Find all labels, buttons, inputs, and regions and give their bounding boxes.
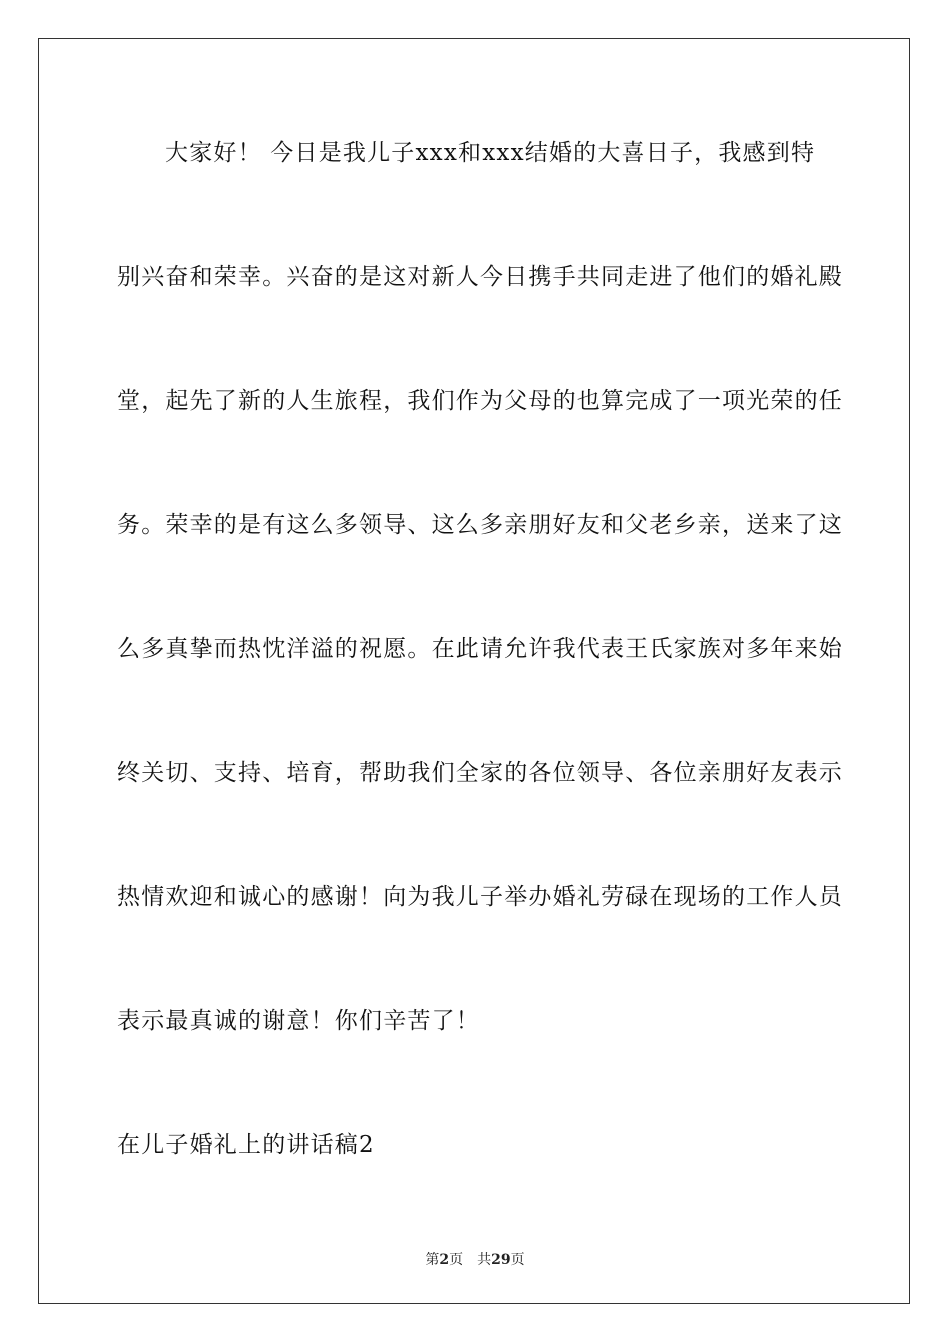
page-prefix: 第	[425, 1252, 440, 1268]
total-prefix: 共	[477, 1252, 492, 1268]
section-heading: 在儿子婚礼上的讲话稿2	[117, 1132, 375, 1158]
page-footer	[39, 1249, 911, 1269]
paragraph-line: 大家好！ 今日是我儿子xxx和xxx结婚的大喜日子，我感到特	[165, 140, 816, 166]
paragraph-line: 么多真挚而热忱洋溢的祝愿。在此请允许我代表王氏家族对多年来始	[117, 636, 843, 662]
page-number: 2	[439, 1252, 450, 1268]
paragraph-line: 堂，起先了新的人生旅程，我们作为父母的也算完成了一项光荣的任	[117, 388, 843, 414]
page-frame	[38, 38, 910, 1304]
total-suffix: 页	[510, 1252, 525, 1268]
paragraph-line: 表示最真诚的谢意！你们辛苦了！	[117, 1008, 480, 1034]
page-suffix: 页	[449, 1252, 464, 1268]
total-pages: 29	[491, 1252, 511, 1268]
paragraph-line: 热情欢迎和诚心的感谢！向为我儿子举办婚礼劳碌在现场的工作人员	[117, 884, 843, 910]
paragraph-line: 终关切、支持、培育，帮助我们全家的各位领导、各位亲朋好友表示	[117, 760, 843, 786]
paragraph-line: 务。荣幸的是有这么多领导、这么多亲朋好友和父老乡亲，送来了这	[117, 512, 843, 538]
paragraph-line: 别兴奋和荣幸。兴奋的是这对新人今日携手共同走进了他们的婚礼殿	[117, 264, 843, 290]
